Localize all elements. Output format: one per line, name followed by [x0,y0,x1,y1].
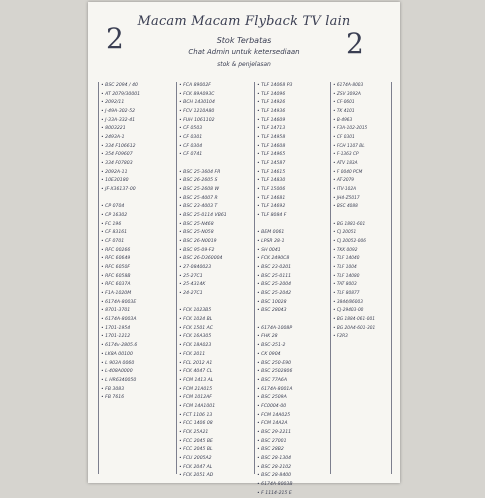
list-item: • 27-0840023 [177,264,255,273]
list-item: • FCK 89A093C [177,91,255,100]
list-item: • TLF 80877 [331,290,391,299]
list-item: • 10E30180 [99,177,177,186]
list-item: • RFC 00266 [99,247,177,256]
list-item: • FCC 2045 BL [177,446,255,455]
list-item: • CF 0304 [177,143,255,152]
list-item: • TLF 14830 [255,177,331,186]
list-item: • FCM 14A025 [255,412,331,421]
list-item: • TLF 1004 [331,264,391,273]
list-item: • 25-27C1 [177,273,255,282]
column-4 [330,82,392,474]
list-item: • BCH 1430104 [177,99,255,108]
list-item: • BSC 2094 / 40 [99,82,177,91]
list-item: • AT 2079/30001 [99,91,177,100]
list-item: • CK 0904 [255,351,331,360]
list-item: • TLF 14096 [255,91,331,100]
list-item: • 354 F09607 [99,151,177,160]
list-item: • ZSV 3092A [331,91,391,100]
list-item: • TLF 14936 [255,108,331,117]
list-item: • BSC 28-2102 [255,464,331,473]
list-item: • FB 3083 [99,386,177,395]
list-item: • BG 1884-061-001 [331,316,391,325]
list-item: • RFC 60649 [99,255,177,264]
list-item: • CF 0503 [177,125,255,134]
list-item: • BSC 25-0111 [255,273,331,282]
list-item: • 8701-3701 [99,307,177,316]
list-item: • ITV-102A [331,186,391,195]
list-item: • 2493A-1 [99,134,177,143]
list-item: • CF 0301 [177,134,255,143]
column-spacer [331,212,391,221]
list-item: • TLF 14615 [255,169,331,178]
list-item: • BSC 4088 [331,203,391,212]
list-item: • FCK 2011 [177,351,255,360]
list-item: • L-408A0000 [99,368,177,377]
list-item: • TLF 15006 [255,186,331,195]
list-item: • BSC 23-4003 T [177,203,255,212]
list-item: • 2092/11 [99,99,177,108]
list-item: • TLF 14681 [255,195,331,204]
list-item: • F-1363 CP [331,151,391,160]
list-item: • F 0040 PCM [331,169,391,178]
list-item: • FCK 25A21 [177,429,255,438]
list-item: • BSC 28043 [255,307,331,316]
list-item: • FCT 1106 13 [177,412,255,421]
column-3 [254,82,331,496]
list-item: • FCL 2012 A1 [177,360,255,369]
list-item: • TAT 8003 [331,281,391,290]
list-item: • BSC 250-E90 [255,360,331,369]
list-item: • 6174A-8003B [255,481,331,490]
list-item: • BSC 25-N468 [177,221,255,230]
list-item: • FCU 2005A2 [177,455,255,464]
list-item: • 334 F106612 [99,143,177,152]
list-item: • TLF 14713 [255,125,331,134]
list-item: • FCK 1024 BL [177,316,255,325]
list-item: • FCK 2051 AD [177,472,255,481]
list-item: • RFC 6037A [99,281,177,290]
list-item: • BSC 26-2605 S [177,177,255,186]
list-item: • AT-2079 [331,177,391,186]
list-item: • CF 0701 [99,238,177,247]
list-item: • BSC 29-2211 [255,429,331,438]
list-item: • 2092A-11 [99,169,177,178]
list-item: • 6174A-8003 [331,82,391,91]
list-item: • BSC 25-3604 FR [177,169,255,178]
list-item: • BSC 27001 [255,438,331,447]
list-item: • 1701-1212 [99,333,177,342]
list-item: • 6174A-8001A [255,386,331,395]
list-item: • TLF 14926 [255,99,331,108]
list-item: • BSC 95-09-F2 [177,247,255,256]
list-item: • TLF 14040 [331,255,391,264]
list-item: • FUH 1061102 [177,117,255,126]
list-item: • FC0004-00 [255,403,331,412]
list-item: • TLF 14609 [255,117,331,126]
list-item: • J-49A-302-52 [99,108,177,117]
list-item: • CF 83161 [99,229,177,238]
list-item: • BSC 25-4007 R [177,195,255,204]
list-item: • BSC 2509A [255,394,331,403]
list-item: • 8003221 [99,125,177,134]
list-item: • CP 0704 [99,203,177,212]
list-item: • 334 F07803 [99,160,177,169]
list-item: • BSC 25-2608 W [177,186,255,195]
list-item: • FCM 14A1001 [177,403,255,412]
list-item: • BSC 28-1304 [255,455,331,464]
list-item: • LK8A 00100 [99,351,177,360]
list-item: • CJ 20052-006 [331,238,391,247]
list-item: • J-33A-332-41 [99,117,177,126]
list-item: • BSC 25-N058 [177,229,255,238]
list-item: • TLF 14080 [331,273,391,282]
column-spacer [331,342,391,351]
list-item: • 6174A-8003A [99,316,177,325]
list-item: • BSC 28-8400 [255,472,331,481]
list-item: • TLF 14965 [255,151,331,160]
list-item: • FHK 28 [255,333,331,342]
list-item: • FCC 1406 08 [177,420,255,429]
list-item: • FC 196 [99,221,177,230]
list-item: • FCV 1210A80 [177,108,255,117]
list-item: • CF-0601 [331,99,391,108]
list-item: • FCM 14A2A [255,420,331,429]
list-item: • FCH 1107 BL [331,143,391,152]
list-item: • RFC 6058B [99,273,177,282]
list-item: • BSC 23-0201 [255,264,331,273]
list-item: • F1A-1020M [99,290,177,299]
list-item: • TLF 8084 F [255,212,331,221]
subtitle-chat-admin: Chat Admin untuk ketersediaan [188,48,300,56]
list-item: • TKK 0092 [331,247,391,256]
list-item: • ATV 183A [331,160,391,169]
column-spacer [255,316,331,325]
column-spacer [255,221,331,230]
list-item: • FCM 1012AF [177,394,255,403]
list-item: • FCA 89002F [177,82,255,91]
list-item: • BSC 25-2042 [255,290,331,299]
list-item: • FCK 4047 CL [177,368,255,377]
list-item: • BSC 26-D360004 [177,255,255,264]
list-item: • CJ 20051 [331,229,391,238]
list-item: • FB 7616 [99,394,177,403]
list-item: • BSC 25-0114 VB61 [177,212,255,221]
column-spacer [99,195,177,204]
list-item: • FCM 21A015 [177,386,255,395]
list-item: • FCK 18A023 [177,342,255,351]
list-item: • LPSR 28-1 [255,238,331,247]
list-item: • BSC 2502806 [255,368,331,377]
list-item: • TLF 14692 [255,203,331,212]
list-item: • 24-27C1 [177,290,255,299]
list-item: • 25-4314K [177,281,255,290]
list-item: • BSC 28B2 [255,446,331,455]
list-item: • F 1114-215 E [255,490,331,498]
list-item: • 6174A-8003E [99,299,177,308]
list-item: • FCK 1023B5 [177,307,255,316]
list-item: • TLF 14608 [255,143,331,152]
column-spacer [177,299,255,308]
page-number-left: 2 [106,22,124,55]
list-item: • TLF 14587 [255,160,331,169]
list-item: • FCK 1501 AC [177,325,255,334]
list-item: • B-4963 [331,117,391,126]
list-item: • TLF 14068 P3 [255,82,331,91]
list-item: • JF-X36137-00 [99,186,177,195]
list-item: • 6174v-2805.6 [99,342,177,351]
page-number-right: 2 [346,27,364,60]
column-1 [98,82,177,474]
list-item: • BG 1881-601 [331,221,391,230]
list-item: • BSC 77A6A [255,377,331,386]
list-item: • FCK 16A305 [177,333,255,342]
list-item: • CJ-29403-00 [331,307,391,316]
list-item: • 6174A-1008P [255,325,331,334]
list-item: • L 903A 0060 [99,360,177,369]
list-item: • BEM 0061 [255,229,331,238]
list-item: • L HR6340050 [99,377,177,386]
list-item: • BSC 26-N0019 [177,238,255,247]
subtitle-explanation: stok & penjelasan [217,61,271,68]
column-spacer [177,160,255,169]
list-item: • SH 0041 [255,247,331,256]
list-item: • CF 0301 [331,134,391,143]
column-2 [176,82,255,479]
list-item: • JH4-Z5017 [331,195,391,204]
list-item: • FCC 2045 BE [177,438,255,447]
list-item: • BSC 10028 [255,299,331,308]
list-item: • FCM 1413 AL [177,377,255,386]
subtitle-stock: Stok Terbatas [216,36,272,45]
list-item: • BG 20A4-601-301 [331,325,391,334]
list-item: • RFC 6050F [99,264,177,273]
list-item: • CP 16302 [99,212,177,221]
list-item: • F2R3 [331,333,391,342]
list-item: • BSC-251-2 [255,342,331,351]
list-item: • BSC 25-2004 [255,281,331,290]
list-item: • CF 0741 [177,151,255,160]
document-page [88,2,400,496]
list-item: • 1701-1954 [99,325,177,334]
list-item: • TK 4101 [331,108,391,117]
list-item: • 3844/86003 [331,299,391,308]
page-title: Macam Macam Flyback TV lain [137,14,351,29]
list-item: • TLF 14958 [255,134,331,143]
list-item: • F3A-102-2015 [331,125,391,134]
list-item: • FCK 2490C8 [255,255,331,264]
list-item: • FCK 2047 AL [177,464,255,473]
